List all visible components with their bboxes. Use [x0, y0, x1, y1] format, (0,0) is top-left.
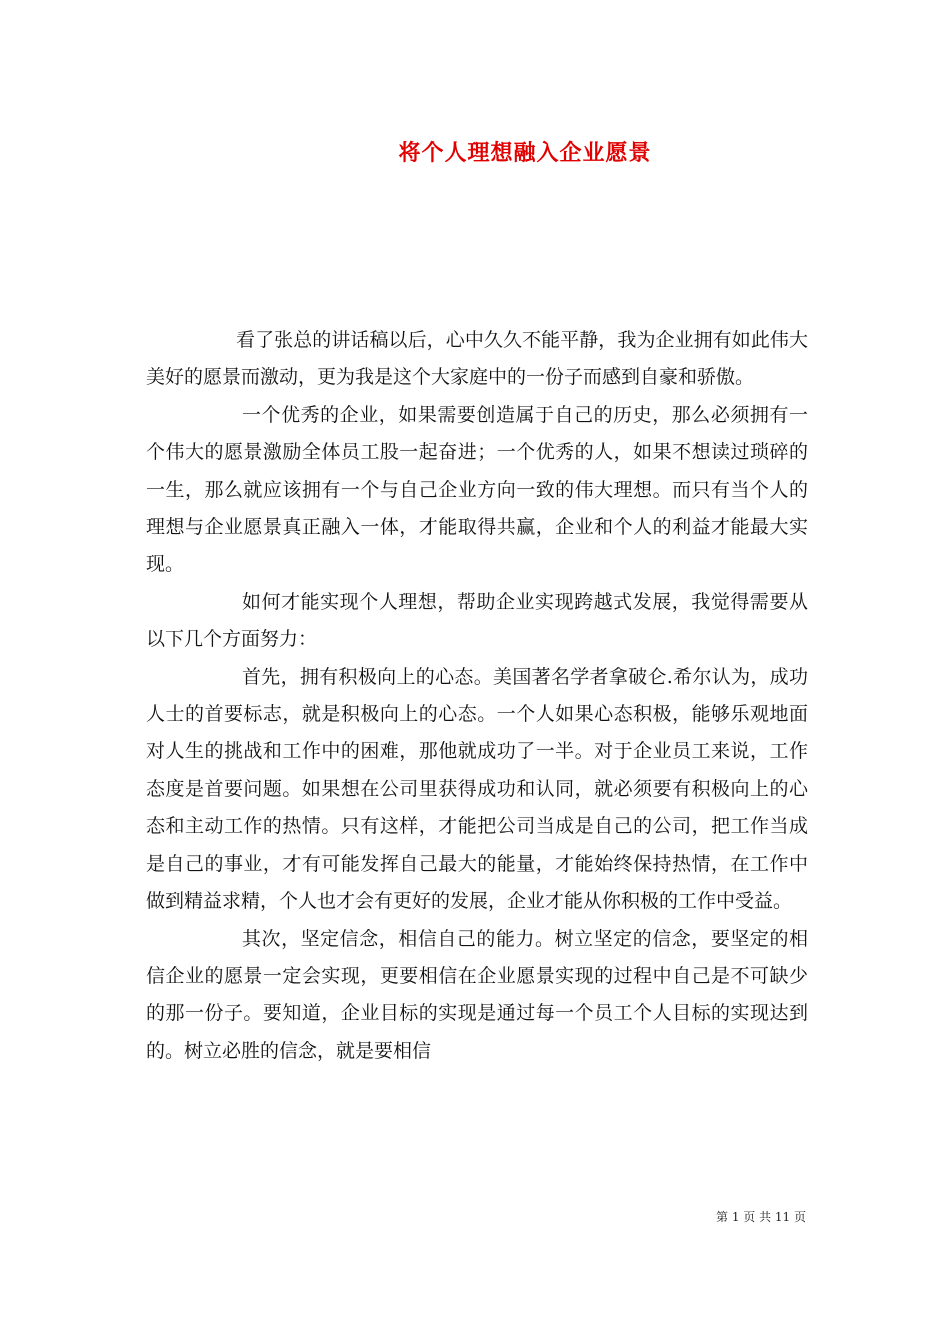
paragraph-4: 首先，拥有积极向上的心态。美国著名学者拿破仑.希尔认为，成功人士的首要标志，就是积极向上的心态。一个人如果心态积极，能够乐观地面对人生的挑战和工作中的困难，那他就成功了一半。对于企业员工来说，工作态度是首要问题。如果想在公司里获得成功和认同，就必须要有积极向上的心态和主动工作的热情。只有这样，才能把公司当成是自己的公司，把工作当成是自己的事业，才有可能发挥自己最大的能量，才能始终保持热情，在工作中做到精益求精，个人也才会有更好的发展，企业才能从你积极的工作中受益。 — [146, 665, 808, 913]
paragraph-3: 如何才能实现个人理想，帮助企业实现跨越式发展，我觉得需要从以下几个方面努力： — [146, 590, 808, 651]
paragraph-2: 一个优秀的企业，如果需要创造属于自己的历史，那么必须拥有一个伟大的愿景激励全体员工股一起奋进；一个优秀的人，如果不想读过琐碎的一生，那么就应该拥有一个与自己企业方向一致的伟大理想。而只有当个人的理想与企业愿景真正融入一体，才能取得共赢，企业和个人的利益才能最大实现。 — [146, 403, 808, 576]
paragraph-1: 看了张总的讲话稿以后，心中久久不能平静，我为企业拥有如此伟大美好的愿景而激动，更为我是这个大家庭中的一份子而感到自豪和骄傲。 — [146, 329, 808, 389]
paragraph-5: 其次，坚定信念，相信自己的能力。树立坚定的信念，要坚定的相信企业的愿景一定会实现，更要相信在企业愿景实现的过程中自己是不可缺少的那一份子。要知道，企业目标的实现是通过每一个员工个人目标的实现达到的。树立必胜的信念，就是要相信 — [146, 927, 808, 1062]
document-body — [146, 322, 808, 1070]
document-title: 将个人理想融入企业愿景 — [398, 140, 652, 166]
page-number-footer: 第 1 页 共 11 页 — [716, 1210, 806, 1224]
